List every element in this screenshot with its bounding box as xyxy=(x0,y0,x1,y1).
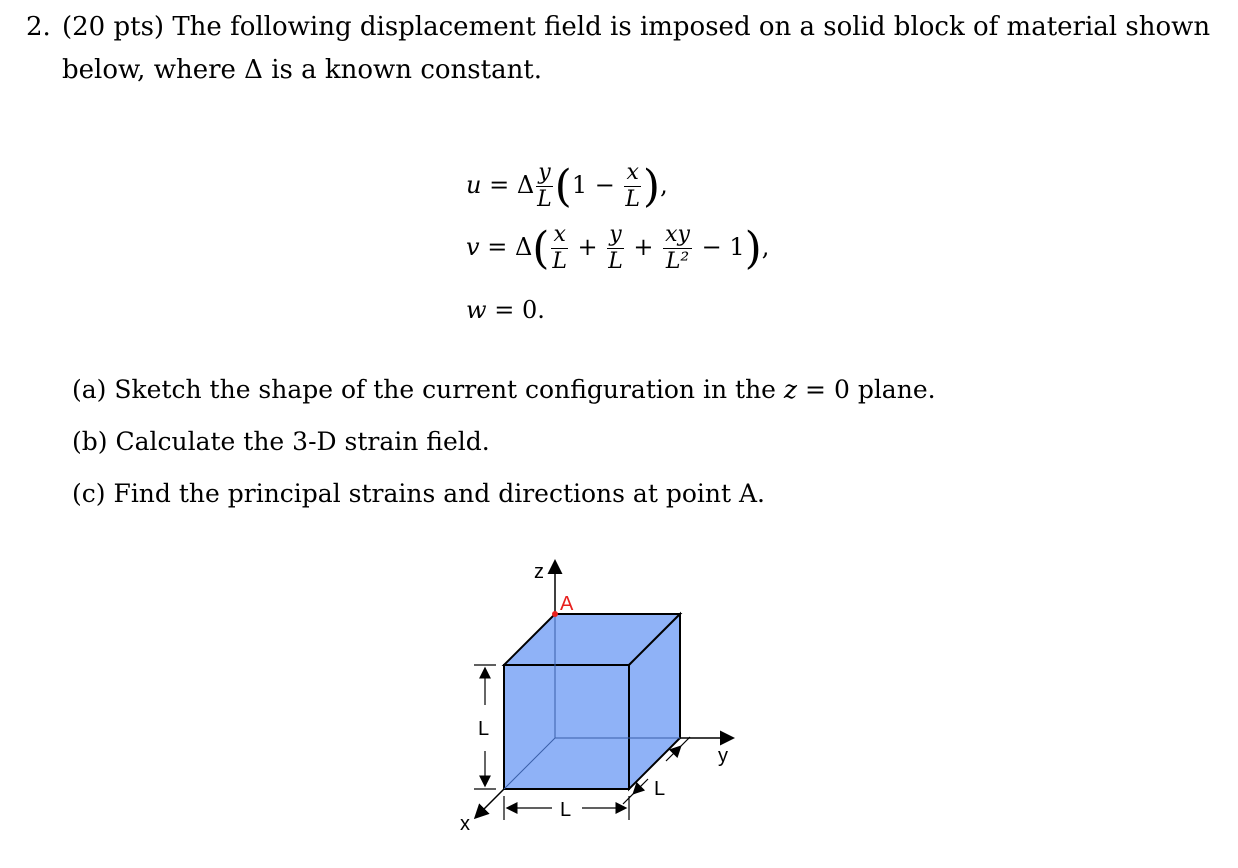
x-axis-arrow xyxy=(476,789,504,817)
part-c: (c) Find the principal strains and directions at point A. xyxy=(72,479,765,508)
part-b: (b) Calculate the 3-D strain field. xyxy=(72,427,490,456)
point-a-label: A xyxy=(560,593,574,615)
dim-depth-label: L xyxy=(654,778,666,800)
equation-u: u = Δ $\frac{y}{L}$ (1 − $\frac{x}{L}$ ), xyxy=(466,160,668,212)
part-a: (a) Sketch the shape of the current configuration in the z = 0 plane. xyxy=(72,375,936,404)
x-axis-label: x xyxy=(460,813,470,835)
fraction: $\frac{y}{L}$ xyxy=(537,160,552,212)
sub-questions xyxy=(72,364,936,520)
equation-v: v = Δ( $\frac{x}{L}$ + $\frac{y}{L}$ + $\frac{xy}{\text{L²}}$ − 1), xyxy=(466,222,770,274)
fraction: $\frac{y}{L}$ xyxy=(608,222,623,274)
fraction: $\frac{x}{L}$ xyxy=(625,160,640,212)
problem-header xyxy=(26,6,1216,92)
problem-statement: (20 pts) The following displacement field is imposed on a solid block of material shown below, where Δ is a known constant. xyxy=(62,12,1211,85)
fraction: $\frac{x}{L}$ xyxy=(552,222,567,274)
equation-w: w = 0. xyxy=(466,296,545,324)
dim-vertical-label: L xyxy=(478,718,490,740)
dim-bottom-label: L xyxy=(560,799,572,821)
problem-number: 2. xyxy=(26,12,51,42)
cube-figure xyxy=(440,548,760,848)
fraction: $\frac{xy}{\text{L²}}$ xyxy=(665,222,690,274)
z-axis-label: z xyxy=(534,561,544,583)
point-a-marker xyxy=(552,611,558,617)
y-axis-label: y xyxy=(718,745,728,767)
